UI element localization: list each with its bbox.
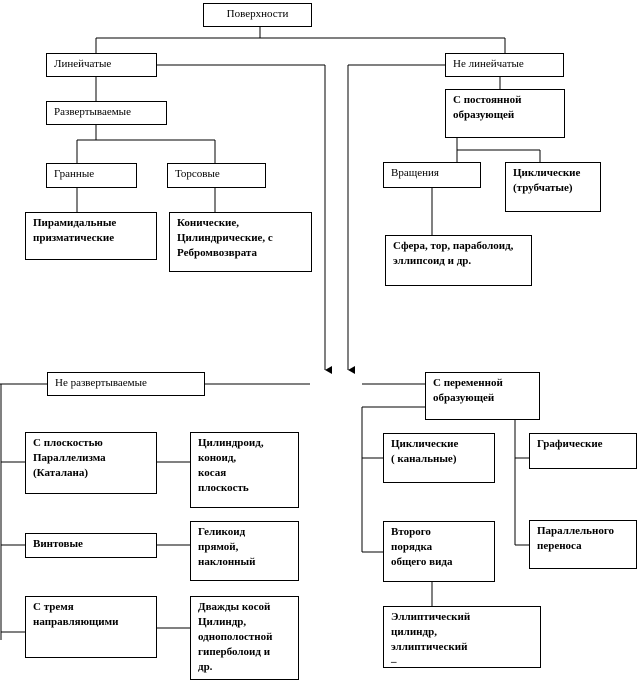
node-ruled: Линейчатые xyxy=(46,53,157,77)
node-faceted: Гранные xyxy=(46,163,137,188)
node-torse: Торсовые xyxy=(167,163,266,188)
node-cylindroid: Цилиндроид, коноид, косая плоскость xyxy=(190,432,299,508)
node-sphere-torus: Сфера, тор, параболоид, эллипсоид и др. xyxy=(385,235,532,286)
node-cyclic-channel: Циклические ( канальные) xyxy=(383,433,495,483)
node-elliptic: Эллиптический цилиндр, эллиптический – xyxy=(383,606,541,668)
node-variable-generatrix: С переменной образующей xyxy=(425,372,540,420)
node-second-order: Второго порядка общего вида xyxy=(383,521,495,582)
node-graphic: Графические xyxy=(529,433,637,469)
node-developable: Развертываемые xyxy=(46,101,167,125)
node-double-oblique: Дважды косой Цилиндр, однополостной гиперболоид и др. xyxy=(190,596,299,680)
node-plane-parallelism: С плоскостью Параллелизма (Каталана) xyxy=(25,432,157,494)
node-helical: Винтовые xyxy=(25,533,157,558)
node-parallel-transfer: Параллельного переноса xyxy=(529,520,637,569)
node-conical: Конические, Цилиндрические, с Ребромвозврата xyxy=(169,212,312,272)
node-constant-generatrix: С постоянной образующей xyxy=(445,89,565,138)
node-surfaces: Поверхности xyxy=(203,3,312,27)
node-nonruled: Не линейчатые xyxy=(445,53,564,77)
node-three-directrices: С тремя направляющими xyxy=(25,596,157,658)
node-nondevelopable: Не развертываемые xyxy=(47,372,205,396)
node-helicoid: Геликоид прямой, наклонный xyxy=(190,521,299,581)
node-pyramidal: Пирамидальные призматические xyxy=(25,212,157,260)
node-rotation: Вращения xyxy=(383,162,481,188)
node-cyclic-tubular: Циклические (трубчатые) xyxy=(505,162,601,212)
